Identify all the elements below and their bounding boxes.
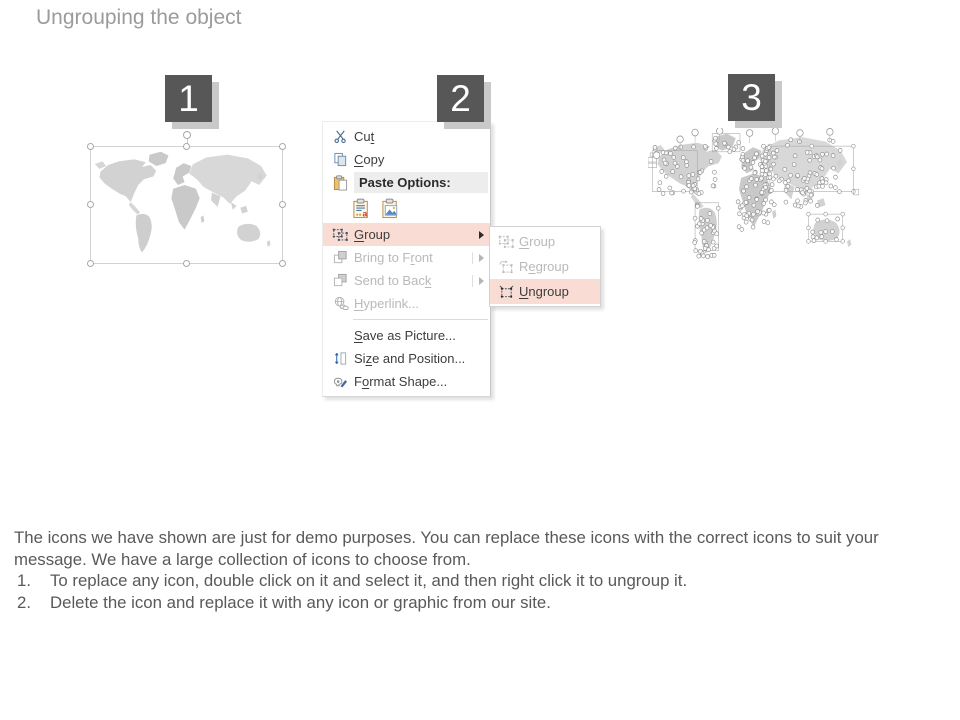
page-title: Ungrouping the object	[36, 6, 242, 29]
menu-item-label: Regroup	[519, 259, 569, 274]
menu-item-save-as-picture[interactable]	[323, 324, 490, 347]
list-marker: 1.	[17, 571, 31, 590]
copy-icon	[327, 152, 354, 167]
list-marker: 2.	[17, 592, 31, 612]
list-text: To replace any icon, double click on it and select it, and then right click it to ungroup it.	[50, 571, 688, 590]
step-2-badge	[437, 75, 484, 122]
menu-item-label: Format Shape...	[354, 374, 448, 389]
regroup-icon	[494, 260, 519, 274]
menu-item-send-to-back[interactable]	[323, 269, 490, 292]
group-icon	[327, 228, 354, 242]
selection-handle[interactable]	[279, 201, 286, 208]
submenu-arrow-icon	[472, 275, 484, 287]
step-1-badge	[165, 75, 212, 122]
menu-item-group[interactable]	[323, 223, 490, 246]
menu-item-bring-to-front[interactable]	[323, 246, 490, 269]
list-text: Delete the icon and replace it with any icon or graphic from our site.	[50, 592, 551, 612]
submenu-arrow-icon	[479, 231, 484, 239]
menu-item-hyperlink[interactable]	[323, 292, 490, 315]
footer-paragraph: The icons we have shown are just for demo purposes. You can replace these icons with the correct icons to suit your message. We have a large collection of icons to choose from.	[14, 528, 879, 569]
selection-handle[interactable]	[183, 260, 190, 267]
menu-item-size-and-position[interactable]	[323, 347, 490, 370]
menu-item-label: Group	[354, 227, 391, 242]
menu-item-label: Cut	[354, 129, 375, 144]
grouped-map-selection[interactable]	[90, 146, 283, 264]
step-2-number: 2	[450, 78, 471, 119]
menu-item-label: Paste Options:	[354, 172, 488, 193]
menu-item-copy[interactable]	[323, 148, 490, 171]
selection-handle[interactable]	[279, 260, 286, 267]
menu-item-label: Ungroup	[519, 284, 569, 299]
selection-handle[interactable]	[87, 201, 94, 208]
footer-list-item	[14, 570, 944, 592]
group-icon	[494, 235, 519, 249]
menu-item-format-shape[interactable]	[323, 370, 490, 393]
step-3-number: 3	[741, 77, 762, 118]
selection-handle[interactable]	[87, 260, 94, 267]
send-to-back-icon	[327, 273, 354, 288]
selection-handle[interactable]	[279, 143, 286, 150]
menu-item-label: Copy	[354, 152, 385, 167]
size-position-icon	[327, 351, 354, 366]
svg-text:a: a	[362, 208, 368, 219]
format-shape-icon	[327, 374, 354, 389]
paste-picture-icon[interactable]	[381, 198, 402, 219]
paste-keep-source-formatting-icon[interactable]	[352, 198, 373, 219]
step-1-number: 1	[178, 78, 199, 119]
menu-item-regroup[interactable]	[490, 254, 600, 279]
menu-item-label: Hyperlink...	[354, 296, 420, 311]
step-3-badge	[728, 74, 775, 121]
menu-item-label: Bring to Front	[354, 250, 433, 265]
footer-list	[14, 570, 944, 613]
hyperlink-icon	[327, 296, 354, 311]
menu-item-ungroup[interactable]	[490, 279, 600, 304]
cut-icon	[327, 129, 354, 144]
menu-item-group[interactable]	[490, 229, 600, 254]
ungrouped-map-image[interactable]	[648, 128, 862, 264]
menu-item-cut[interactable]	[323, 125, 490, 148]
menu-item-label: Size and Position...	[354, 351, 466, 366]
paste-icon	[327, 175, 354, 191]
bring-to-front-icon	[327, 250, 354, 265]
menu-separator	[353, 319, 488, 320]
selection-handle[interactable]	[183, 143, 190, 150]
context-menu	[322, 121, 491, 397]
menu-item-label: Group	[519, 234, 556, 249]
footer-text	[14, 527, 944, 613]
rotation-handle-icon[interactable]	[183, 131, 191, 139]
ungroup-icon	[494, 285, 519, 299]
world-map-image[interactable]	[91, 147, 280, 261]
group-submenu	[489, 226, 601, 307]
menu-item-label: Send to Back	[354, 273, 432, 288]
footer-list-item	[14, 592, 944, 614]
menu-item-paste-options	[323, 171, 490, 194]
selection-handle[interactable]	[87, 143, 94, 150]
paste-options-buttons	[323, 194, 490, 223]
menu-item-label: Save as Picture...	[354, 328, 456, 343]
submenu-arrow-icon	[472, 252, 484, 264]
